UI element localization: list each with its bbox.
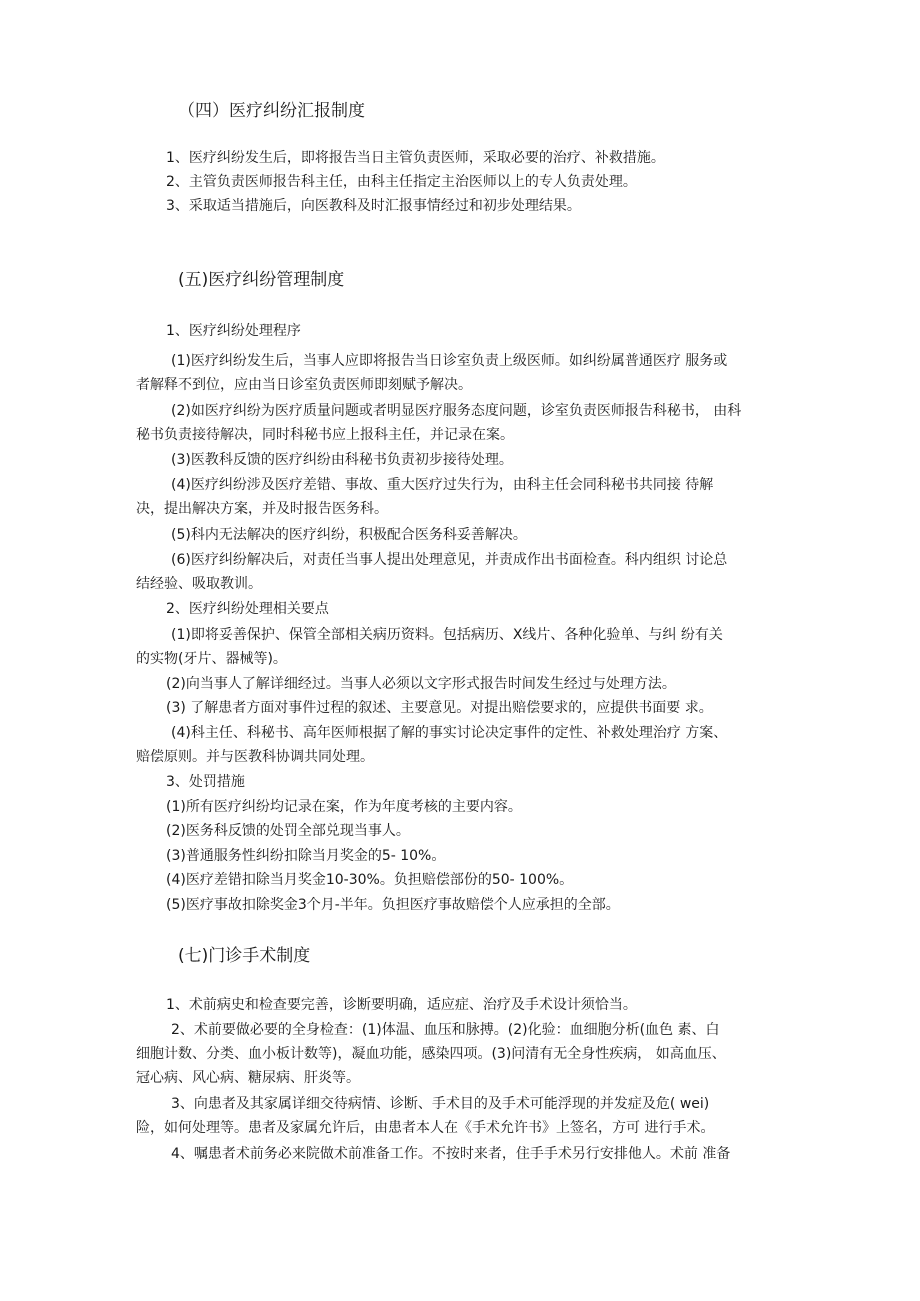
section-5-line: (1)所有医疗纠纷均记录在案，作为年度考核的主要内容。 — [166, 799, 522, 815]
section-5-line: (5)科内无法解决的医疗纠纷，积极配合医务科妥善解决。 — [171, 527, 527, 543]
section-5-line: 结经验、吸取教训。 — [136, 576, 262, 592]
section-4-item-1: 1、医疗纠纷发生后，即将报告当日主管负责医师，采取必要的治疗、补救措施。 — [166, 150, 665, 166]
section-5-line: (2)如医疗纠纷为医疗质量问题或者明显医疗服务态度问题，诊室负责医师报告科秘书， 由科 — [171, 403, 742, 419]
section-4-title: （四）医疗纠纷汇报制度 — [178, 101, 365, 121]
section-7-line: 3、向患者及其家属详细交待病情、诊断、手术目的及手术可能浮现的并发症及危( wei) — [171, 1096, 710, 1112]
section-5-line: 赔偿原则。并与医教科协调共同处理。 — [136, 749, 374, 765]
section-5-line: 秘书负责接待解决，同时科秘书应上报科主任，并记录在案。 — [136, 427, 514, 443]
section-7-line: 2、术前要做必要的全身检查：(1)体温、血压和脉搏。(2)化验：血细胞分析(血色 素、白 — [171, 1022, 720, 1038]
section-5-line: 决，提出解决方案，并及时报告医务科。 — [136, 501, 388, 517]
section-5-line: (3)普通服务性纠纷扣除当月奖金的5- 10%。 — [166, 848, 446, 864]
section-7-line: 冠心病、风心病、糖尿病、肝炎等。 — [136, 1070, 360, 1086]
section-5-line: (6)医疗纠纷解决后，对责任当事人提出处理意见，并责成作出书面检查。科内组织 讨论总 — [171, 552, 728, 568]
section-5-line: (5)医疗事故扣除奖金3个月-半年。负担医疗事故赔偿个人应承担的全部。 — [166, 897, 620, 913]
section-5-line: (3) 了解患者方面对事件过程的叙述、主要意见。对提出赔偿要求的，应提供书面要 求。 — [166, 700, 713, 716]
section-7-line: 4、嘱患者术前务必来院做术前准备工作。不按时来者，住手手术另行安排他人。术前 准备 — [171, 1146, 731, 1162]
section-5-line: (3)医教科反馈的医疗纠纷由科秘书负责初步接待处理。 — [171, 452, 513, 468]
section-5-line: (2)医务科反馈的处罚全部兑现当事人。 — [166, 823, 410, 839]
section-7-line: 细胞计数、分类、血小板计数等)，凝血功能，感染四项。(3)问清有无全身性疾病， 如高血压、 — [136, 1046, 726, 1062]
section-5-line: 3、处罚措施 — [166, 774, 245, 790]
section-7-title: (七)门诊手术制度 — [178, 946, 311, 966]
section-5-line: (4)医疗差错扣除当月奖金10-30%。负担赔偿部份的50- 100%。 — [166, 872, 574, 888]
section-5-line: 的实物(牙片、器械等)。 — [136, 651, 287, 667]
section-5-line: (1)即将妥善保护、保管全部相关病历资料。包括病历、X线片、各种化验单、与纠 纷有关 — [171, 627, 723, 643]
section-7-line: 险，如何处理等。患者及家属允许后，由患者本人在《手术允许书》上签名，方可 进行手术。 — [136, 1120, 715, 1136]
section-5-line: 1、医疗纠纷处理程序 — [166, 323, 301, 339]
section-5-line: (1)医疗纠纷发生后，当事人应即将报告当日诊室负责上级医师。如纠纷属普通医疗 服务或 — [171, 353, 728, 369]
section-4-item-3: 3、采取适当措施后，向医教科及时汇报事情经过和初步处理结果。 — [166, 198, 581, 214]
section-5-line: (4)科主任、科秘书、高年医师根据了解的事实讨论决定事件的定性、补救处理治疗 方案、 — [171, 725, 728, 741]
section-4-item-2: 2、主管负责医师报告科主任，由科主任指定主治医师以上的专人负责处理。 — [166, 174, 637, 190]
section-5-title: (五)医疗纠纷管理制度 — [178, 270, 345, 290]
section-5-line: (4)医疗纠纷涉及医疗差错、事故、重大医疗过失行为，由科主任会同科秘书共同接 待解 — [171, 477, 714, 493]
section-5-line: 者解释不到位，应由当日诊室负责医师即刻赋予解决。 — [136, 377, 472, 393]
section-5-line: (2)向当事人了解详细经过。当事人必须以文字形式报告时间发生经过与处理方法。 — [166, 676, 676, 692]
section-7-line: 1、术前病史和检查要完善，诊断要明确，适应症、治疗及手术设计须恰当。 — [166, 997, 637, 1013]
section-5-line: 2、医疗纠纷处理相关要点 — [166, 601, 329, 617]
